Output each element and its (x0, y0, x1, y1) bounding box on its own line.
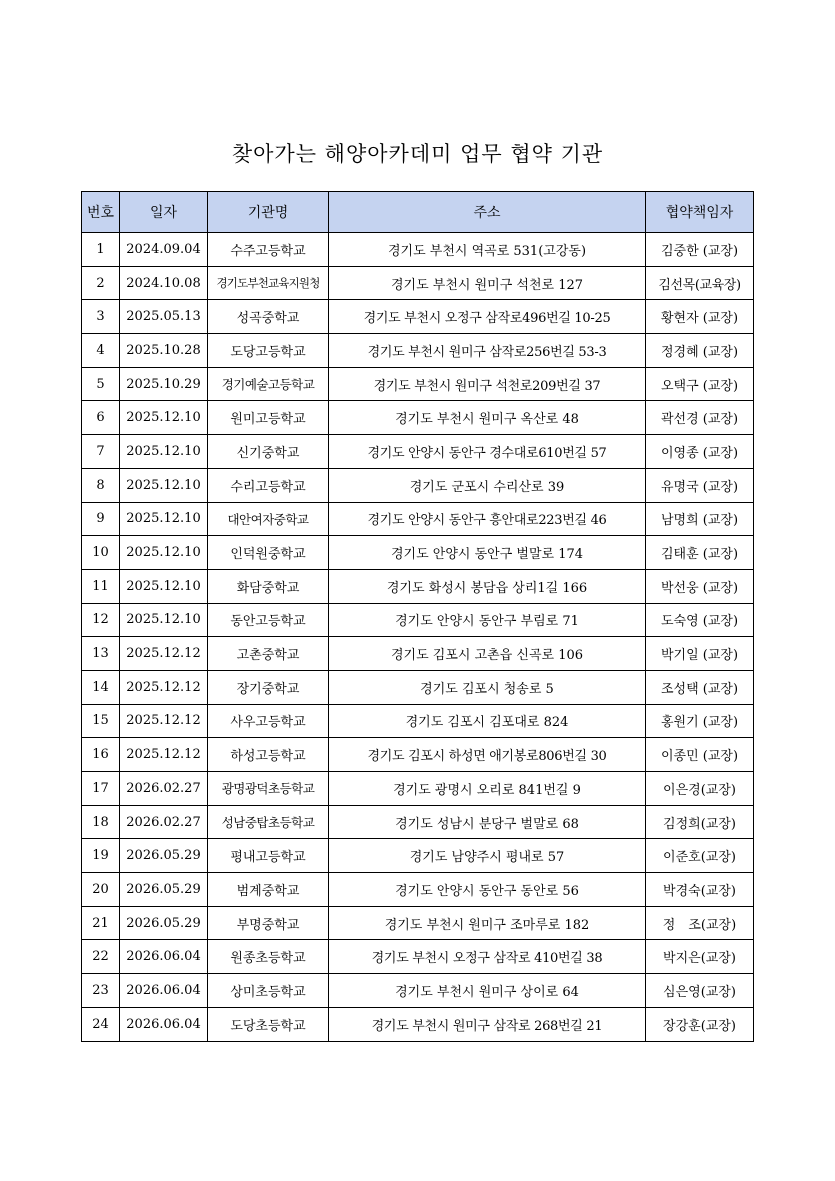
row-responsible: 김정희(교장) (646, 805, 754, 839)
table-row (82, 805, 754, 839)
row-date: 2026.06.04 (120, 974, 208, 1008)
row-address: 경기도 부천시 원미구 석천로 127 (329, 266, 646, 300)
row-date: 2024.09.04 (120, 233, 208, 267)
table-row (82, 334, 754, 368)
row-number: 5 (82, 367, 120, 401)
row-address: 경기도 부천시 원미구 삼작로 268번길 21 (329, 1007, 646, 1041)
row-address: 경기도 부천시 원미구 삼작로256번길 53-3 (329, 334, 646, 368)
row-responsible: 이종민 (교장) (646, 738, 754, 772)
row-number: 4 (82, 334, 120, 368)
row-address: 경기도 김포시 청송로 5 (329, 670, 646, 704)
row-responsible: 박기일 (교장) (646, 637, 754, 671)
row-number: 16 (82, 738, 120, 772)
table-row (82, 468, 754, 502)
row-date: 2025.12.10 (120, 401, 208, 435)
row-date: 2025.12.10 (120, 536, 208, 570)
row-address: 경기도 안양시 동안구 흥안대로223번길 46 (329, 502, 646, 536)
table-row (82, 906, 754, 940)
table-row (82, 1007, 754, 1041)
row-address: 경기도 군포시 수리산로 39 (329, 468, 646, 502)
row-responsible: 정경혜 (교장) (646, 334, 754, 368)
row-number: 21 (82, 906, 120, 940)
row-number: 8 (82, 468, 120, 502)
row-number: 14 (82, 670, 120, 704)
row-institution: 경기예술고등학교 (208, 367, 329, 401)
row-address: 경기도 부천시 원미구 상이로 64 (329, 974, 646, 1008)
row-responsible: 이영종 (교장) (646, 435, 754, 469)
row-date: 2025.05.13 (120, 300, 208, 334)
table-row (82, 772, 754, 806)
row-responsible: 곽선경 (교장) (646, 401, 754, 435)
row-date: 2024.10.08 (120, 266, 208, 300)
row-institution: 수리고등학교 (208, 468, 329, 502)
row-date: 2025.12.10 (120, 603, 208, 637)
row-number: 23 (82, 974, 120, 1008)
row-date: 2026.02.27 (120, 805, 208, 839)
table-row (82, 502, 754, 536)
row-address: 경기도 남양주시 평내로 57 (329, 839, 646, 873)
row-institution: 사우고등학교 (208, 704, 329, 738)
row-number: 10 (82, 536, 120, 570)
row-number: 12 (82, 603, 120, 637)
row-number: 9 (82, 502, 120, 536)
row-institution: 수주고등학교 (208, 233, 329, 267)
row-institution: 성남중탑초등학교 (208, 805, 329, 839)
row-address: 경기도 부천시 오정구 삼작로 410번길 38 (329, 940, 646, 974)
row-date: 2026.05.29 (120, 839, 208, 873)
row-number: 15 (82, 704, 120, 738)
row-institution: 동안고등학교 (208, 603, 329, 637)
row-number: 7 (82, 435, 120, 469)
row-responsible: 박선웅 (교장) (646, 569, 754, 603)
row-institution: 평내고등학교 (208, 839, 329, 873)
row-responsible: 황현자 (교장) (646, 300, 754, 334)
row-date: 2025.10.28 (120, 334, 208, 368)
row-responsible: 이준호(교장) (646, 839, 754, 873)
row-responsible: 장강훈(교장) (646, 1007, 754, 1041)
row-number: 11 (82, 569, 120, 603)
row-date: 2025.10.29 (120, 367, 208, 401)
row-responsible: 김선목(교육장) (646, 266, 754, 300)
table-header-row (82, 192, 754, 233)
row-address: 경기도 부천시 오정구 삼작로496번길 10-25 (329, 300, 646, 334)
row-number: 13 (82, 637, 120, 671)
header-institution: 기관명 (208, 192, 329, 233)
row-institution: 범계중학교 (208, 873, 329, 907)
row-number: 1 (82, 233, 120, 267)
row-institution: 도당고등학교 (208, 334, 329, 368)
header-address: 주소 (329, 192, 646, 233)
row-responsible: 정 조(교장) (646, 906, 754, 940)
row-date: 2025.12.12 (120, 637, 208, 671)
row-address: 경기도 김포시 김포대로 824 (329, 704, 646, 738)
row-institution: 대안여자중학교 (208, 502, 329, 536)
table-row (82, 266, 754, 300)
row-responsible: 김중한 (교장) (646, 233, 754, 267)
row-date: 2026.02.27 (120, 772, 208, 806)
row-number: 18 (82, 805, 120, 839)
row-date: 2025.12.12 (120, 670, 208, 704)
row-address: 경기도 안양시 동안구 부림로 71 (329, 603, 646, 637)
row-institution: 하성고등학교 (208, 738, 329, 772)
row-responsible: 남명희 (교장) (646, 502, 754, 536)
row-institution: 경기도부천교육지원청 (208, 266, 329, 300)
row-date: 2026.06.04 (120, 940, 208, 974)
row-institution: 성곡중학교 (208, 300, 329, 334)
table-row (82, 401, 754, 435)
row-address: 경기도 안양시 동안구 동안로 56 (329, 873, 646, 907)
row-date: 2026.06.04 (120, 1007, 208, 1041)
row-address: 경기도 부천시 역곡로 531(고강동) (329, 233, 646, 267)
header-responsible: 협약책임자 (646, 192, 754, 233)
row-address: 경기도 광명시 오리로 841번길 9 (329, 772, 646, 806)
table-row (82, 300, 754, 334)
row-responsible: 오택구 (교장) (646, 367, 754, 401)
table-row (82, 738, 754, 772)
row-number: 6 (82, 401, 120, 435)
table-row (82, 233, 754, 267)
row-date: 2025.12.10 (120, 569, 208, 603)
row-date: 2025.12.10 (120, 435, 208, 469)
row-address: 경기도 김포시 고촌읍 신곡로 106 (329, 637, 646, 671)
row-date: 2025.12.12 (120, 738, 208, 772)
row-number: 17 (82, 772, 120, 806)
table-row (82, 974, 754, 1008)
row-responsible: 박지은(교장) (646, 940, 754, 974)
row-responsible: 홍원기 (교장) (646, 704, 754, 738)
row-institution: 상미초등학교 (208, 974, 329, 1008)
row-number: 20 (82, 873, 120, 907)
row-institution: 광명광덕초등학교 (208, 772, 329, 806)
table-row (82, 367, 754, 401)
row-responsible: 김태훈 (교장) (646, 536, 754, 570)
page-title: 찾아가는 해양아카데미 업무 협약 기관 (231, 142, 604, 166)
row-institution: 화담중학교 (208, 569, 329, 603)
row-responsible: 유명국 (교장) (646, 468, 754, 502)
row-address: 경기도 성남시 분당구 벌말로 68 (329, 805, 646, 839)
row-institution: 부명중학교 (208, 906, 329, 940)
row-date: 2025.12.10 (120, 468, 208, 502)
table-row (82, 603, 754, 637)
table-row (82, 670, 754, 704)
row-responsible: 심은영(교장) (646, 974, 754, 1008)
row-responsible: 이은경(교장) (646, 772, 754, 806)
table-body (82, 233, 754, 1042)
row-responsible: 박경숙(교장) (646, 873, 754, 907)
table-row (82, 637, 754, 671)
header-date: 일자 (120, 192, 208, 233)
row-number: 22 (82, 940, 120, 974)
row-date: 2026.05.29 (120, 873, 208, 907)
table-row (82, 569, 754, 603)
row-address: 경기도 화성시 봉담읍 상리1길 166 (329, 569, 646, 603)
row-date: 2026.05.29 (120, 906, 208, 940)
row-address: 경기도 안양시 동안구 벌말로 174 (329, 536, 646, 570)
row-address: 경기도 김포시 하성면 애기봉로806번길 30 (329, 738, 646, 772)
table-row (82, 536, 754, 570)
table-row (82, 435, 754, 469)
row-number: 3 (82, 300, 120, 334)
row-institution: 장기중학교 (208, 670, 329, 704)
row-institution: 원미고등학교 (208, 401, 329, 435)
row-responsible: 조성택 (교장) (646, 670, 754, 704)
table-row (82, 839, 754, 873)
row-address: 경기도 안양시 동안구 경수대로610번길 57 (329, 435, 646, 469)
row-institution: 고촌중학교 (208, 637, 329, 671)
row-institution: 신기중학교 (208, 435, 329, 469)
row-date: 2025.12.10 (120, 502, 208, 536)
row-number: 19 (82, 839, 120, 873)
agreement-table (81, 191, 754, 1042)
header-number: 번호 (82, 192, 120, 233)
table-row (82, 704, 754, 738)
row-institution: 원종초등학교 (208, 940, 329, 974)
row-number: 24 (82, 1007, 120, 1041)
row-date: 2025.12.12 (120, 704, 208, 738)
row-address: 경기도 부천시 원미구 옥산로 48 (329, 401, 646, 435)
row-address: 경기도 부천시 원미구 조마루로 182 (329, 906, 646, 940)
row-responsible: 도숙영 (교장) (646, 603, 754, 637)
row-institution: 인덕원중학교 (208, 536, 329, 570)
row-institution: 도당초등학교 (208, 1007, 329, 1041)
table-row (82, 940, 754, 974)
row-number: 2 (82, 266, 120, 300)
table-row (82, 873, 754, 907)
row-address: 경기도 부천시 원미구 석천로209번길 37 (329, 367, 646, 401)
